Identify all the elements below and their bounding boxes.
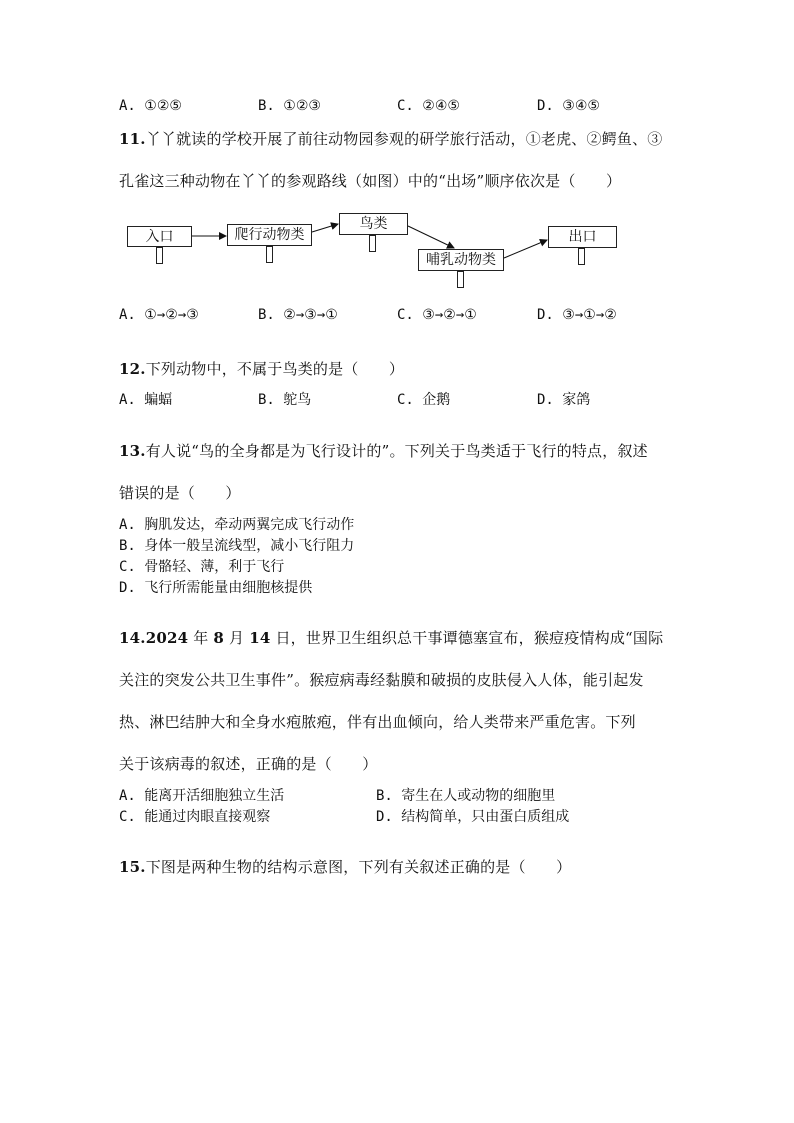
q10-option-d: D. ③④⑤ <box>537 98 600 114</box>
q11-text-1: 丫丫就读的学校开展了前往动物园参观的研学旅行活动，①老虎、②鳄鱼、③ <box>145 130 663 148</box>
q10-option-c: C. ②④⑤ <box>397 98 460 114</box>
q13-number: 13. <box>119 442 146 460</box>
q11-number: 11. <box>119 130 146 148</box>
q15-number: 15. <box>119 858 146 876</box>
q11-option-d: D. ③→①→② <box>537 307 617 323</box>
q13-text-1: 有人说“鸟的全身都是为飞行设计的”。下列关于鸟类适于飞行的特点，叙述 <box>145 442 648 460</box>
q14-line2: 关注的突发公共卫生事件”。猴痘病毒经黏膜和破损的皮肤侵入人体，能引起发 <box>119 671 644 689</box>
q11-option-c: C. ③→②→① <box>397 307 477 323</box>
q12-option-c: C. 企鹅 <box>397 392 451 408</box>
q14-day: 14 <box>249 629 271 647</box>
q14-month: 8 <box>213 629 225 647</box>
q14-option-d: D. 结构简单，只由蛋白质组成 <box>376 809 570 825</box>
stop-exit: 出口 <box>548 226 617 248</box>
q15-stem <box>119 856 571 877</box>
q11-option-b: B. ②→③→① <box>258 307 338 323</box>
q14-line3: 热、淋巴结肿大和全身水疱脓疱，伴有出血倾向，给人类带来严重危害。下列 <box>119 713 636 731</box>
q10-option-a: A. ①②⑤ <box>119 98 182 114</box>
q14-year-unit: 年 <box>193 629 209 647</box>
q14-option-a: A. 能离开活细胞独立生活 <box>119 788 285 804</box>
q13-option-c: C. 骨骼轻、薄，利于飞行 <box>119 559 285 575</box>
q10-option-b: B. ①②③ <box>258 98 321 114</box>
stop-entrance: 入口 <box>127 226 192 247</box>
q14-option-b: B. 寄生在人或动物的细胞里 <box>376 788 556 804</box>
stop-birds: 鸟类 <box>339 213 408 235</box>
route-arrows <box>0 0 794 300</box>
q13-line1 <box>119 440 648 461</box>
q13-option-d: D. 飞行所需能量由细胞核提供 <box>119 580 313 596</box>
q12-option-d: D. 家鸽 <box>537 392 591 408</box>
q14-number: 14. <box>119 629 146 647</box>
q12-text: 下列动物中，不属于鸟类的是（ ） <box>145 360 405 378</box>
signpost-entrance <box>156 247 163 264</box>
arrow-reptiles-to-birds <box>312 224 338 232</box>
q13-option-b: B. 身体一般呈流线型，减小飞行阻力 <box>119 538 355 554</box>
q12-option-b: B. 鸵鸟 <box>258 392 312 408</box>
arrow-birds-to-mammals <box>408 226 454 248</box>
q14-line4: 关于该病毒的叙述，正确的是（ ） <box>119 755 378 773</box>
stop-mammals: 哺乳动物类 <box>418 249 504 271</box>
q11-option-a: A. ①→②→③ <box>119 307 199 323</box>
arrow-mammals-to-exit <box>504 240 547 258</box>
q14-option-c: C. 能通过肉眼直接观察 <box>119 809 271 825</box>
q14-line1 <box>119 627 663 648</box>
signpost-exit <box>578 248 585 265</box>
q13-option-a: A. 胸肌发达，牵动两翼完成飞行动作 <box>119 517 355 533</box>
q12-option-a: A. 蝙蝠 <box>119 392 173 408</box>
q14-year: 2024 <box>145 629 189 647</box>
q12-stem <box>119 358 404 379</box>
q14-month-unit: 月 <box>229 629 245 647</box>
q11-line2: 孔雀这三种动物在丫丫的参观路线（如图）中的“出场”顺序依次是（ ） <box>119 172 622 190</box>
signpost-birds <box>369 235 376 252</box>
stop-reptiles: 爬行动物类 <box>227 224 312 246</box>
q15-text: 下图是两种生物的结构示意图，下列有关叙述正确的是（ ） <box>145 858 572 876</box>
q12-number: 12. <box>119 360 146 378</box>
signpost-mammals <box>457 271 464 288</box>
q13-line2: 错误的是（ ） <box>119 484 241 502</box>
q14-text-1: 日，世界卫生组织总干事谭德塞宣布，猴痘疫情构成“国际 <box>275 629 664 647</box>
signpost-reptiles <box>266 246 273 263</box>
